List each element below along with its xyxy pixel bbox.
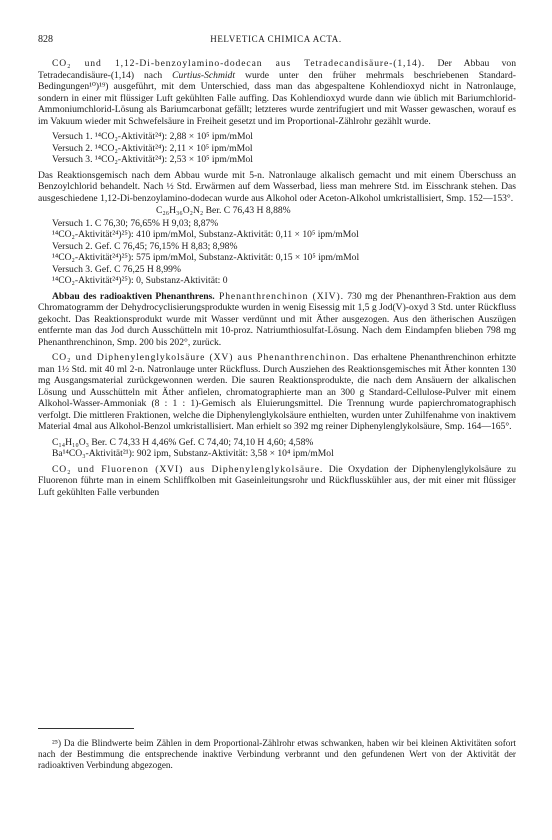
measurement-line: Versuch 3. ¹⁴CO₂-Aktivität²⁴): 2,53 × 10⁵ ipm/mMol bbox=[52, 154, 253, 165]
subsection-heading: Phenanthrenchinon (XIV). bbox=[214, 290, 344, 302]
body-text: wurde unter den früher mehrmals beschriebenen Standard-Bedingungen¹⁰)¹⁹) ausgeführt, mit dem Unterschied, dass man das abgespaltene Kohlendioxyd nicht in Natronlauge, sondern in einer mit flüssiger Luft gekühlten Falle auffing. Das Kohlendioxyd wurde dann wie üblich mit Bariumchlorid-Ammoniumchlorid-Lösung als Bariumcarbonat gefällt; letzteres wurde zentrifugiert und mit Wasser gewaschen, worauf es im Vakuum wieder mit Schwefelsäure in Freiheit gesetzt und im Proportional-Zählrohr gezählt wurde. bbox=[38, 69, 516, 127]
body-text: Der Abbau von Tetradecandisäure-(1,14) nach bbox=[38, 58, 516, 81]
result-line: ¹⁴CO₂-Aktivität²⁴)²⁵): 575 ipm/mMol, Substanz-Aktivität: 0,15 × 10⁵ ipm/mMol bbox=[52, 252, 360, 263]
body-text: 730 mg der Phenanthren-Fraktion aus dem Chromatogramm der Dehydrocyclisierungsprodukte wurden in wenig Eisessig mit 1,5 g Jod(V)-oxyd 3 Std. unter Rückfluss gekocht. Das Reaktionsprodukt wurde mit Wasser verdünnt und mit Äther ausgezogen. Aus den ätherischen Auszügen entfernte man das Jod durch Ausschütteln mit 10-proz. Natriumthiosulfat-Lösung. Nach dem Eindampfen blieben 798 mg Phenanthrenchinon, Smp. 200 bis 202°, zurück. bbox=[38, 290, 517, 348]
measurement-line: Versuch 1. ¹⁴CO₂-Aktivität²⁴): 2,88 × 10⁵ ipm/mMol bbox=[52, 131, 253, 142]
analysis-line: Ba¹⁴CO₃-Aktivität²¹): 902 ipm, Substanz-Aktivität: 3,58 × 10⁴ ipm/mMol bbox=[52, 448, 334, 459]
footnote-text: ²⁵) Da die Blindwerte beim Zählen in dem Proportional-Zählrohr etwas schwanken, haben wir bei kleinen Aktivitäten sofort nach der Bestimmung die entsprechende inaktive Verbindung verbrannt und den gefundenen Wert von der Aktivität der radioaktiven Verbindung abgezogen. bbox=[38, 738, 516, 770]
section-heading: Abbau des radioaktiven Phenanthrens. bbox=[52, 290, 215, 302]
section-heading: CO₂ und Diphenylenglykolsäure (XV) aus Phenanthrenchinon. bbox=[52, 352, 350, 363]
body-text: Das erhaltene Phenanthrenchinon erhitzte man 1½ Std. mit 40 ml 2-n. Natronlauge unter Rückfluss. Durch Ausziehen des Reaktionsgemisches mit Äther konnten 130 mg Ausgangsmaterial zurückgewonnen werden. Die sauren Reaktionsprodukte, die nach dem Ansäuern der alkalischen Lösung und Ausschütteln mit Äther anfielen, chromatographierte man an 300 g Standard-Cellulose-Pulver mit einem Alkohol-Wasser-Ammoniak (8 : 1 : 1)-Gemisch als Eluierungsmittel. Die Trennung wurde papierchromatographisch verfolgt. Die mittleren Fraktionen, welche die Diphenylenglykolsäure enthielten, wurden unter Zuhilfenahme von inaktivem Material 4mal aus Alkohol-Benzol umkristallisiert. Man erhielt so 392 mg reiner Diphenylenglykolsäure, Smp. 164—165°. bbox=[38, 352, 516, 432]
footnote-divider bbox=[38, 728, 134, 729]
section-co2-dibenzoylamino bbox=[38, 58, 516, 127]
analysis-line: C₁₄H₁₀O₃ Ber. C 74,33 H 4,46% Gef. C 74,40; 74,10 H 4,60; 4,58% bbox=[52, 436, 314, 448]
section-phenanthrene-degradation bbox=[38, 291, 516, 349]
result-line: Versuch 1. C 76,30; 76,65% H 9,03; 8,87% bbox=[52, 217, 219, 229]
section-heading: CO₂ und Fluorenon (XVI) aus Diphenylenglykolsäure. bbox=[52, 463, 324, 475]
running-header bbox=[38, 34, 514, 48]
section-diphenylenglykolsaeure bbox=[38, 352, 516, 433]
page-number: 828 bbox=[38, 34, 53, 45]
section-heading: CO₂ und 1,12-Di-benzoylamino-dodecan aus Tetradecandisäure-(1,14). bbox=[52, 58, 426, 69]
reference-name: Curtius-Schmidt bbox=[172, 69, 236, 81]
result-line: Versuch 2. Gef. C 76,45; 76,15% H 8,83; 8,98% bbox=[52, 240, 238, 252]
analysis-block-2 bbox=[38, 437, 516, 460]
body-text: Die Oxydation der Diphenylenglykolsäure zu Fluorenon führte man in einem Schliffkolben mit Gaseinleitungsrohr und Rückflusskühler aus, der mit einer mit flüssiger Luft gekühlten Falle verbunden bbox=[38, 463, 516, 498]
analysis-results bbox=[38, 218, 516, 287]
result-line: ¹⁴CO₂-Aktivität²⁴)²⁵): 410 ipm/mMol, Substanz-Aktivität: 0,11 × 10⁵ ipm/mMol bbox=[52, 229, 359, 240]
article-body bbox=[38, 58, 516, 498]
section-fluorenon bbox=[38, 464, 516, 499]
result-line: ¹⁴CO₂-Aktivität²⁴)²⁵): 0, Substanz-Aktivität: 0 bbox=[52, 275, 228, 286]
journal-title: HELVETICA CHIMICA ACTA. bbox=[210, 34, 342, 44]
paragraph-workup: Das Reaktionsgemisch nach dem Abbau wurde mit 5-n. Natronlauge alkalisch gemacht und mit einem Überschuss an Benzoylchlorid behandelt. Nach ½ Std. Erwärmen auf dem Wasserbad, liess man mehrere Std. im Eisschrank stehen. Das ausgeschiedene 1,12-Di-benzoylamino-dodecan wurde aus Alkohol oder Aceton-Alkohol umkristallisiert, Smp. 152—153°. bbox=[38, 169, 516, 204]
measurement-list bbox=[38, 131, 516, 166]
analysis-formula: C₂₆H₃₆O₂N₂ Ber. C 76,43 H 8,88% bbox=[156, 205, 291, 216]
result-line: Versuch 3. Gef. C 76,25 H 8,99% bbox=[52, 263, 181, 275]
footnote bbox=[38, 738, 516, 771]
measurement-line: Versuch 2. ¹⁴CO₂-Aktivität²⁴): 2,11 × 10⁵ ipm/mMol bbox=[52, 142, 253, 154]
